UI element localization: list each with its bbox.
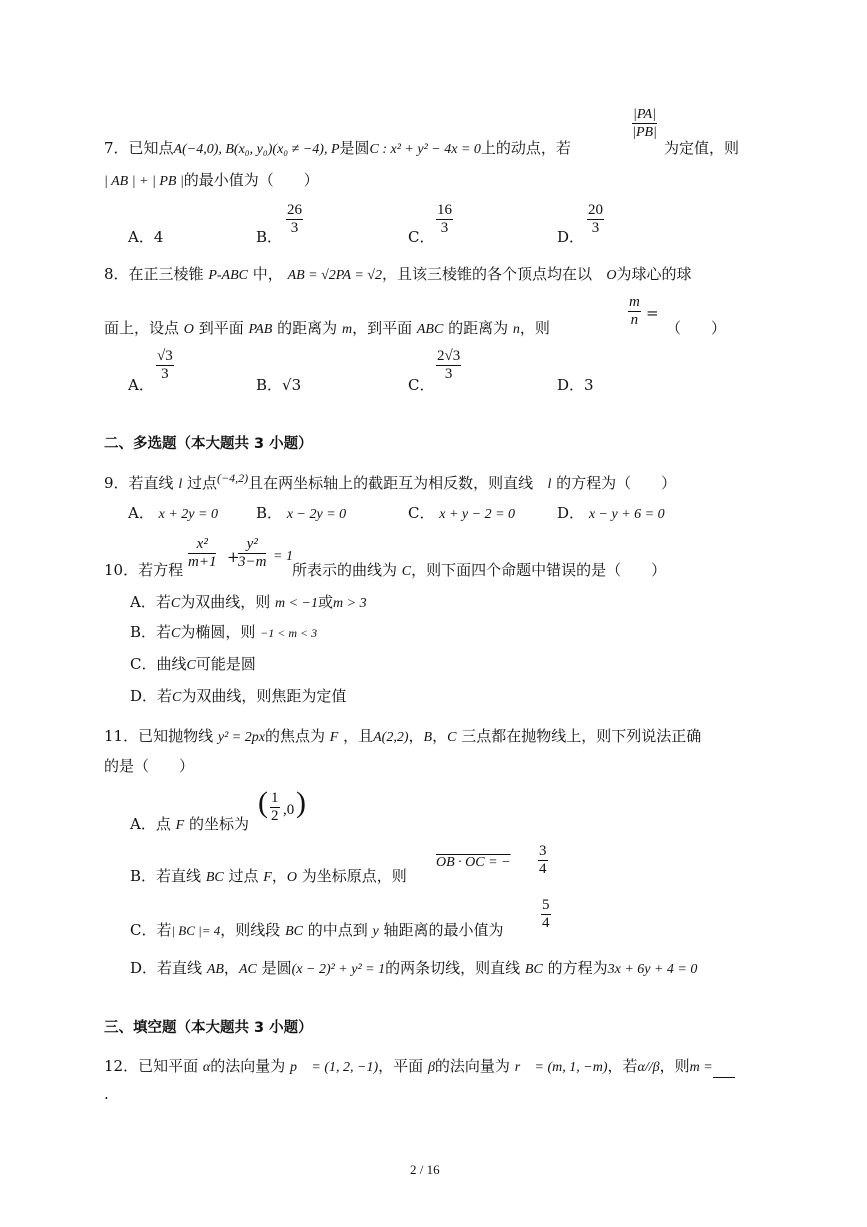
q7-line2	[104, 170, 319, 192]
q10-option-c: C．曲线C可能是圆	[130, 655, 256, 673]
q7-text: 7．已知点	[104, 139, 174, 157]
q7-option-d-frac: $\frac{20}{3}$	[588, 202, 603, 236]
q9-option-a: A． x + 2y = 0	[128, 504, 218, 522]
q8-option-d: D．3	[557, 376, 594, 394]
q8-eq: =	[646, 304, 659, 322]
q7-option-b-frac: $\frac{26}{3}$	[287, 202, 302, 236]
q11-option-b-frac: $\frac{3}{4}$	[539, 843, 547, 877]
q10-plus: +	[227, 548, 240, 566]
q11-line1: 11．已知抛物线 y² = 2px的焦点为 F ，且A(2,2)，B，C 三点都在抛物线上，则下列说法正确	[104, 727, 702, 745]
q7-option-c-frac: $\frac{16}{3}$	[437, 202, 452, 236]
q9-option-b: B． x − 2y = 0	[256, 504, 347, 522]
section-2-heading: 二、多选题（本大题共 3 小题）	[104, 436, 313, 452]
q7-text-end: 为定值，则	[664, 139, 740, 157]
q7-ratio-num: |PA|	[633, 107, 656, 122]
q8-paren: （ ）	[666, 319, 727, 337]
q11-option-a-rparen: )	[296, 786, 306, 819]
q11-option-d: D．若直线 AB，AC 是圆(x − 2)² + y² = 1的两条切线，则直线 BC 的方程为3x + 6y + 4 = 0	[130, 959, 698, 977]
q10-frac-2: $\frac{\text{y²}}{3-m}$	[238, 536, 267, 570]
q12-answer-blank[interactable]	[713, 1063, 735, 1078]
q7-expr: | AB | + | PB |	[104, 174, 184, 189]
q7-ratio	[632, 106, 657, 141]
q9-option-d: D． x − y + 6 = 0	[557, 504, 665, 522]
q11-option-a: A．点 F 的坐标为	[130, 815, 249, 833]
q7-option-b-label: B．	[256, 228, 283, 246]
q8-line1: 8．在正三棱锥 P-ABC 中， AB = √2PA = √2，且该三棱锥的各个顶点均在以 O为球心的球	[104, 265, 692, 283]
q11-option-c: C．若| BC |= 4，则线段 BC 的中点到 y 轴距离的最小值为	[130, 921, 504, 939]
q12-dot: .	[104, 1085, 109, 1103]
q7-ratio-den: |PB|	[632, 125, 657, 140]
q7-text: 上的动点，若	[480, 139, 571, 157]
q7-text: 是圆	[339, 139, 370, 157]
q8-ratio: $\frac{m}{n}$	[629, 294, 640, 328]
page-number: 2 / 16	[410, 1162, 440, 1177]
q7-question: 的最小值为（ ）	[183, 171, 319, 189]
q8-option-a-label: A．	[128, 376, 154, 394]
q10-lead: 10．若方程	[104, 561, 184, 579]
q7-option-c-label: C．	[408, 228, 435, 246]
q11-option-a-lparen: (	[258, 786, 268, 819]
q11-option-b: B．若直线 BC 过点 F，O 为坐标原点，则	[130, 867, 407, 885]
q12-line: 12．已知平面 α的法向量为 p⃗ = (1, 2, −1)，平面 β的法向量为 r⃗ = (m, 1, −m)，若α//β，则m =	[104, 1056, 735, 1078]
q9-option-c: C． x + y − 2 = 0	[408, 504, 516, 522]
q10-option-a: A．若C为双曲线，则 m < −1或m > 3	[130, 593, 367, 611]
q8-option-c-frac: $\frac{2√3}{3}$	[437, 348, 461, 382]
q10-eq: = 1	[273, 549, 293, 564]
q9-line: 9．若直线 l 过点$^{(-4,2)}$且在两坐标轴上的截距互为相反数，则直线 l 的方程为（ ）	[104, 471, 677, 492]
section-3-heading: 三、填空题（本大题共 3 小题）	[104, 1020, 313, 1036]
q7-points: A(−4,0), B(x₀, y₀)(x₀ ≠ −4), P	[173, 142, 340, 157]
q11-line2: 的是（ ）	[104, 757, 195, 775]
q11-option-b-vec: OB · OC = −	[436, 855, 511, 870]
q11-option-a-tail: ,0	[283, 802, 295, 818]
q8-line2: 面上，设点 O 到平面 PAB 的距离为 m，到平面 ABC 的距离为 n，则	[104, 319, 550, 337]
q7-line1	[104, 138, 571, 160]
q8-option-b: B．√3	[256, 376, 302, 394]
q8-option-a-frac: $\frac{√3}{3}$	[157, 348, 173, 382]
q7-option-a: A．4	[128, 228, 164, 246]
q7-circle-eq: C : x² + y² − 4x = 0	[369, 142, 481, 157]
q10-frac-1: $\frac{\text{x²}}{m+1}$	[188, 536, 217, 570]
q11-option-c-frac: $\frac{5}{4}$	[542, 897, 550, 931]
q10-tail: 所表示的曲线为 C，则下面四个命题中错误的是（ ）	[292, 561, 667, 579]
q11-option-a-frac: $\frac{1}{2}$	[271, 790, 279, 824]
q10-option-d: D．若C为双曲线，则焦距为定值	[130, 687, 347, 705]
q10-option-b: B．若C为椭圆，则 −1 < m < 3	[130, 623, 318, 641]
q8-option-c-label: C．	[408, 376, 435, 394]
q7-option-d-label: D．	[557, 228, 585, 246]
